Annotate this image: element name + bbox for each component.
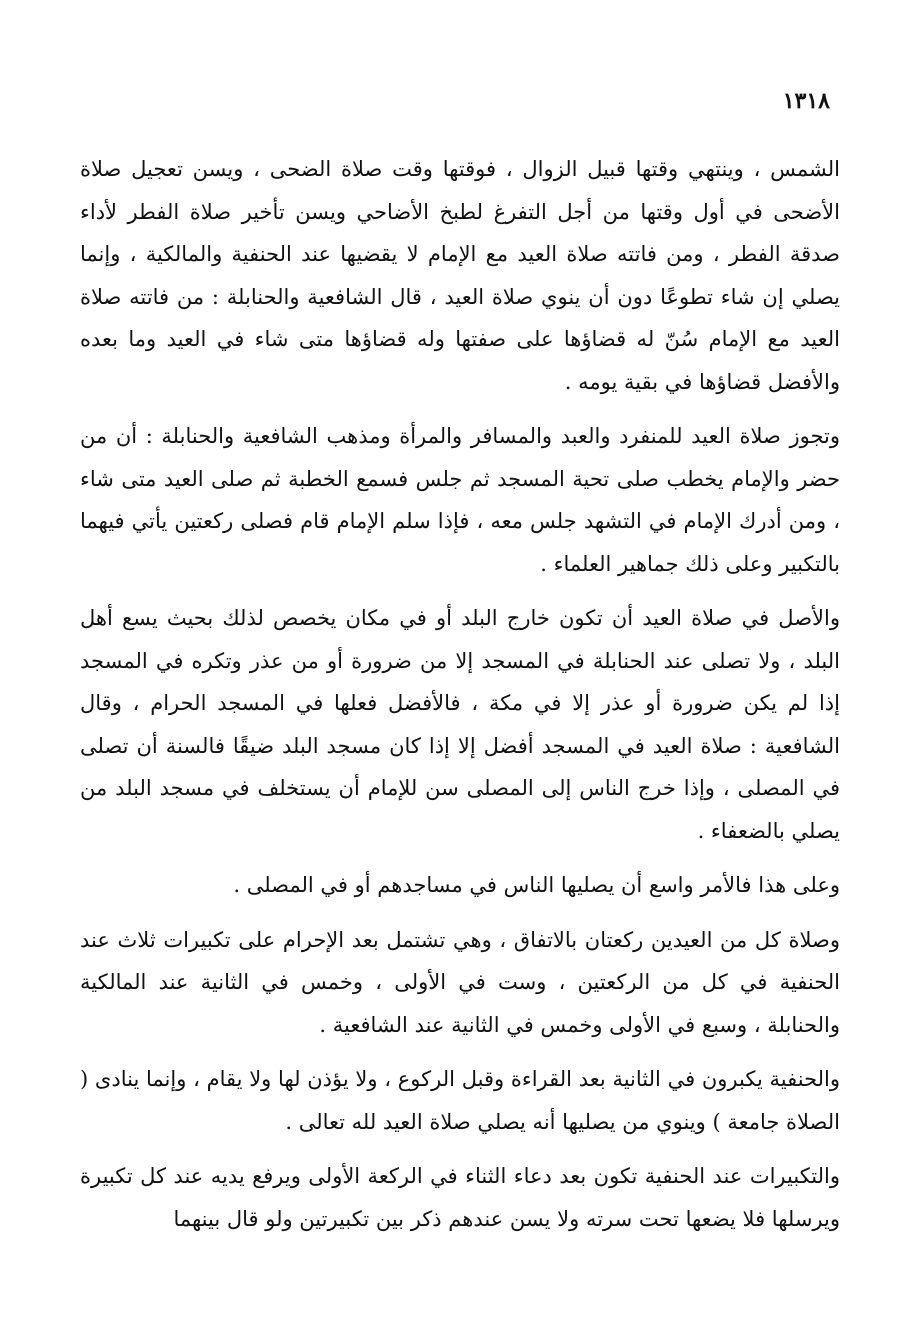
- paragraph-1: الشمس ، وينتهي وقتها قبيل الزوال ، فوقتها وقت صلاة الضحى ، ويسن تعجيل صلاة الأضحى في أول وقتها من أجل التفرغ لطبخ الأضاحي ويسن تأخير صلاة الفطر لأداء صدقة الفطر ، ومن فاتته صلاة العيد مع الإمام لا يقضيها عند الحنفية والمالكية ، وإنما يصلي إن شاء تطوعًا دون أن ينوي صلاة العيد ، قال الشافعية والحنابلة : من فاتته صلاة العيد مع الإمام سُنّ له قضاؤها على صفتها وله قضاؤها متى شاء في العيد وما بعده والأفضل قضاؤها في بقية يومه .: [80, 157, 840, 394]
- page-number: ١٣١٨: [782, 88, 830, 114]
- page-body: [80, 148, 840, 1240]
- paragraph-4: وعلى هذا فالأمر واسع أن يصليها الناس في مساجدهم أو في المصلى .: [233, 873, 840, 897]
- paragraph-3: والأصل في صلاة العيد أن تكون خارج البلد أو في مكان يخصص لذلك بحيث يسع أهل البلد ، ولا تصلى عند الحنابلة في المسجد إلا من ضرورة أو من عذر وتكره في المسجد إذا لم يكن ضرورة أو عذر إلا في مكة ، فالأفضل فعلها في المسجد الحرام ، وقال الشافعية : صلاة العيد في المسجد أفضل إلا إذا كان مسجد البلد ضيقًا فالسنة أن تصلى في المصلى ، وإذا خرج الناس إلى المصلى سن للإمام أن يستخلف في مسجد البلد من يصلي بالضعفاء .: [80, 606, 840, 843]
- paragraph-7: والتكبيرات عند الحنفية تكون بعد دعاء الثناء في الركعة الأولى ويرفع يديه عند كل تكبيرة ويرسلها فلا يضعها تحت سرته ولا يسن عندهم ذكر بين تكبيرتين ولو قال بينهما: [80, 1164, 840, 1231]
- paragraph-5: وصلاة كل من العيدين ركعتان بالاتفاق ، وهي تشتمل بعد الإحرام على تكبيرات ثلاث عند الحنفية في كل من الركعتين ، وست في الأولى ، وخمس في الثانية عند المالكية والحنابلة ، وسبع في الأولى وخمس في الثانية عند الشافعية .: [80, 927, 840, 1037]
- paragraph-6: والحنفية يكبرون في الثانية بعد القراءة وقبل الركوع ، ولا يؤذن لها ولا يقام ، وإنما ينادى ( الصلاة جامعة ) وينوي من يصليها أنه يصلي صلاة العيد لله تعالى .: [80, 1067, 840, 1134]
- paragraph-2: وتجوز صلاة العيد للمنفرد والعبد والمسافر والمرأة ومذهب الشافعية والحنابلة : أن من حضر والإمام يخطب صلى تحية المسجد ثم جلس فسمع الخطبة ثم صلى العيد متى شاء ، ومن أدرك الإمام في التشهد جلس معه ، فإذا سلم الإمام قام فصلى ركعتين يأتي فيهما بالتكبير وعلى ذلك جماهير العلماء .: [80, 424, 840, 576]
